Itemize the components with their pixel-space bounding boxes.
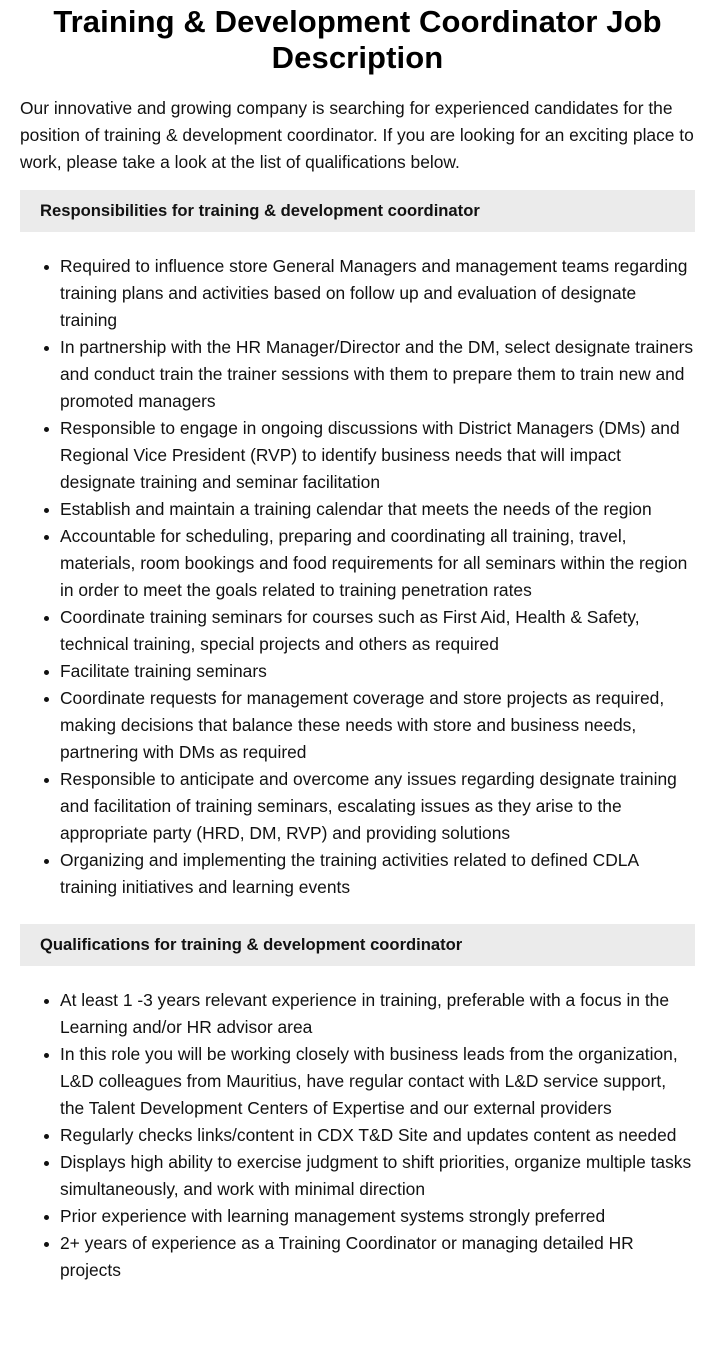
list-item: Responsible to engage in ongoing discussions with District Managers (DMs) and Regional Vice President (RVP) to identify business needs that will impact designate training and seminar facilitation: [60, 415, 695, 496]
list-item: Responsible to anticipate and overcome any issues regarding designate training and facilitation of training seminars, escalating issues as they arise to the appropriate party (HRD, DM, RVP) and providing solutions: [60, 766, 695, 847]
qualifications-list: [20, 987, 695, 1284]
bullet-icon: [44, 670, 49, 675]
bullet-icon: [44, 616, 49, 621]
bullet-icon: [44, 1161, 49, 1166]
list-item: Establish and maintain a training calendar that meets the needs of the region: [60, 496, 695, 523]
list-item: 2+ years of experience as a Training Coordinator or managing detailed HR projects: [60, 1230, 695, 1284]
bullet-icon: [44, 1134, 49, 1139]
bullet-icon: [44, 1215, 49, 1220]
bullet-icon: [44, 265, 49, 270]
bullet-icon: [44, 427, 49, 432]
page-title: Training & Development Coordinator Job Description: [53, 4, 662, 75]
bullet-icon: [44, 778, 49, 783]
bullet-icon: [44, 346, 49, 351]
list-item: At least 1 -3 years relevant experience in training, preferable with a focus in the Learning and/or HR advisor area: [60, 987, 695, 1041]
bullet-icon: [44, 859, 49, 864]
responsibilities-header: Responsibilities for training & development coordinator: [20, 190, 695, 232]
list-item: Displays high ability to exercise judgment to shift priorities, organize multiple tasks simultaneously, and work with minimal direction: [60, 1149, 695, 1203]
bullet-icon: [44, 1242, 49, 1247]
qualifications-header: Qualifications for training & development coordinator: [20, 924, 695, 966]
list-item: Facilitate training seminars: [60, 658, 695, 685]
list-item: Regularly checks links/content in CDX T&D Site and updates content as needed: [60, 1122, 695, 1149]
list-item: Organizing and implementing the training activities related to defined CDLA training initiatives and learning events: [60, 847, 695, 901]
intro-paragraph: Our innovative and growing company is searching for experienced candidates for the position of training & development coordinator. If you are looking for an exciting place to work, please take a look at the list of qualifications below.: [20, 98, 694, 172]
bullet-icon: [44, 1053, 49, 1058]
list-item: Coordinate requests for management coverage and store projects as required, making decisions that balance these needs with store and business needs, partnering with DMs as required: [60, 685, 695, 766]
responsibilities-list: [20, 253, 695, 901]
bullet-icon: [44, 535, 49, 540]
list-item: In this role you will be working closely with business leads from the organization, L&D colleagues from Mauritius, have regular contact with L&D service support, the Talent Development Centers of Expertise and our external providers: [60, 1041, 695, 1122]
bullet-icon: [44, 697, 49, 702]
list-item: Accountable for scheduling, preparing and coordinating all training, travel, materials, room bookings and food requirements for all seminars within the region in order to meet the goals related to training penetration rates: [60, 523, 695, 604]
list-item: Prior experience with learning management systems strongly preferred: [60, 1203, 695, 1230]
bullet-icon: [44, 508, 49, 513]
list-item: Required to influence store General Managers and management teams regarding training plans and activities based on follow up and evaluation of designate training: [60, 253, 695, 334]
bullet-icon: [44, 999, 49, 1004]
section-spacer: [20, 901, 695, 910]
list-item: In partnership with the HR Manager/Director and the DM, select designate trainers and conduct train the trainer sessions with them to prepare them to train new and promoted managers: [60, 334, 695, 415]
list-item: Coordinate training seminars for courses such as First Aid, Health & Safety, technical training, special projects and others as required: [60, 604, 695, 658]
